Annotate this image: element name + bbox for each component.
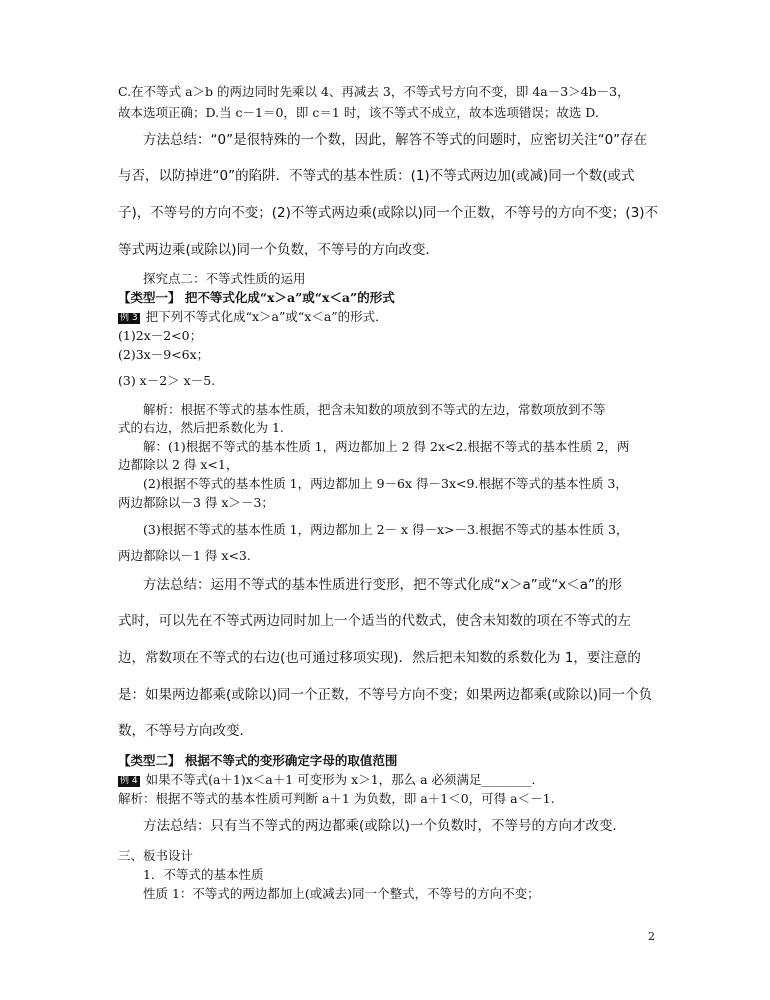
text-line: C.在不等式 a＞b 的两边同时先乘以 4、再减去 3，不等式号方向不变，即 4a－3＞4b－3，	[118, 84, 630, 99]
solution-line: (3)根据不等式的基本性质 1，两边都加上 2－ x 得－x>－3.根据不等式的基本性质 3，	[143, 522, 629, 537]
solution-line: 两边都除以－3 得 x＞－3；	[118, 495, 274, 510]
question-line: (3) x－2＞ x－5.	[118, 373, 216, 388]
question-line: (1)2x－2<0；	[118, 328, 203, 343]
type-heading: 【类型二】 根据不等式的变形确定字母的取值范围	[118, 753, 398, 768]
solution-line: 解：(1)根据不等式的基本性质 1，两边都加上 2 得 2x<2.根据不等式的基本性质 2，两	[143, 439, 630, 454]
method-summary: 等式两边乘(或除以)同一个负数，不等号的方向改变．	[118, 242, 440, 258]
analysis-line: 解析：根据不等式的基本性质可判断 a＋1 为负数，即 a＋1＜0，可得 a＜－1.	[118, 791, 555, 806]
page-number: 2	[648, 930, 655, 943]
solution-line: 边都除以 2 得 x<1，	[118, 457, 239, 472]
text-line: 1．不等式的基本性质	[143, 867, 264, 882]
method-summary: 方法总结：“0”是很特殊的一个数，因此，解答不等式的问题时，应密切关注“0”存在	[143, 132, 648, 148]
example-badge: 例 3	[120, 313, 138, 323]
method-summary: 方法总结：运用不等式的基本性质进行变形，把不等式化成“x＞a”或“x＜a”的形	[143, 577, 622, 593]
solution-line: 两边都除以－1 得 x<3.	[118, 548, 251, 563]
analysis-line: 解析：根据不等式的基本性质，把含未知数的项放到不等式的左边，常数项放到不等	[143, 402, 606, 417]
text-line: 性质 1：不等式的两边都加上(或减去)同一个整式，不等号的方向不变；	[143, 886, 540, 901]
type-heading: 【类型一】 把不等式化成“x＞a”或“x＜a”的形式	[118, 290, 395, 305]
example-text: 把下列不等式化成“x＞a”或“x＜a”的形式．	[145, 309, 388, 324]
method-summary: 方法总结：只有当不等式的两边都乘(或除以)一个负数时，不等号的方向才改变．	[143, 818, 627, 834]
analysis-line: 式的右边，然后把系数化为 1.	[118, 420, 284, 435]
example-text: 如果不等式(a＋1)x＜a＋1 可变形为 x＞1，那么 a 必须满足________．	[145, 772, 545, 787]
example-badge: 例 4	[120, 776, 138, 786]
question-line: (2)3x－9<6x；	[118, 347, 210, 362]
example-line	[118, 311, 388, 324]
solution-line: (2)根据不等式的基本性质 1，两边都加上 9－6x 得－3x<9.根据不等式的基本性质 3，	[143, 476, 628, 491]
method-summary: 式时，可以先在不等式两边同时加上一个适当的代数式，使含未知数的项在不等式的左	[118, 613, 631, 629]
section-heading: 探究点二：不等式性质的运用	[143, 271, 306, 286]
method-summary: 数，不等号方向改变．	[118, 723, 253, 739]
text-line: 故本选项正确；D.当 c－1＝0，即 c＝1 时，该不等式不成立，故本选项错误；故选 D.	[118, 105, 599, 120]
section-heading: 三、板书设计	[118, 848, 194, 863]
method-summary: 边，常数项在不等式的右边(也可通过移项实现)．然后把未知数的系数化为 1，要注意的	[118, 650, 641, 666]
method-summary: 与否，以防掉进“0”的陷阱．不等式的基本性质：(1)不等式两边加(或减)同一个数(或式	[118, 168, 635, 184]
example-line	[118, 774, 544, 787]
method-summary: 是：如果两边都乘(或除以)同一个正数，不等号方向不变；如果两边都乘(或除以)同一个负	[118, 687, 653, 703]
method-summary: 子)，不等号的方向不变；(2)不等式两边乘(或除以)同一个正数，不等号的方向不变；(3)不	[118, 205, 659, 221]
